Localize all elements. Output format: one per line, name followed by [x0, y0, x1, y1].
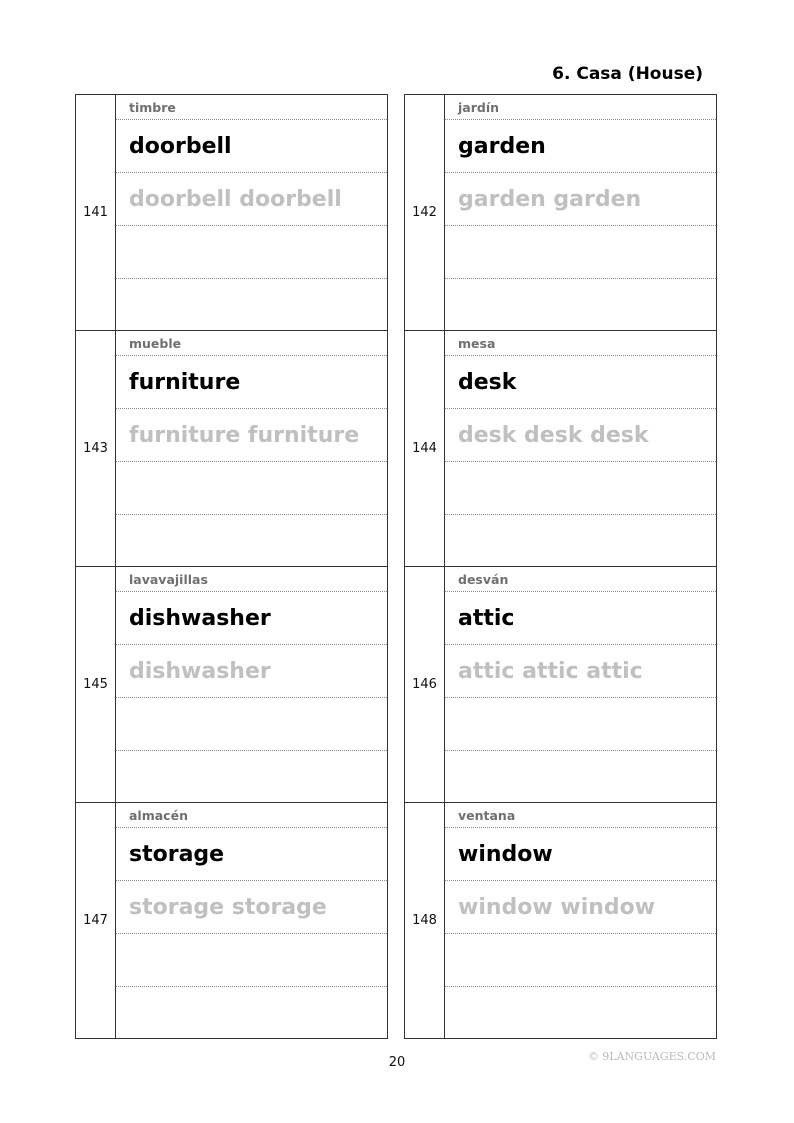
blank-practice-line: [116, 279, 387, 332]
entry-number: 148: [412, 913, 437, 928]
entry-number: 144: [412, 441, 437, 456]
vocab-card: [75, 566, 388, 802]
copyright-notice: © 9LANGUAGES.COM: [587, 1050, 716, 1063]
blank-practice-line: [445, 698, 716, 751]
english-word: storage: [116, 828, 387, 881]
trace-word: storage storage: [116, 881, 387, 934]
left-column: [75, 94, 388, 1039]
vocab-card: [404, 94, 717, 330]
blank-practice-line: [116, 698, 387, 751]
vocab-card: [404, 566, 717, 802]
spanish-word: lavavajillas: [116, 567, 387, 592]
blank-practice-line: [445, 279, 716, 332]
spanish-word: mueble: [116, 331, 387, 356]
entry-number: 142: [412, 205, 437, 220]
entry-number: 143: [83, 441, 108, 456]
number-cell: [76, 567, 116, 802]
trace-word: attic attic attic: [445, 645, 716, 698]
blank-practice-line: [445, 751, 716, 804]
vocab-card: [75, 802, 388, 1039]
english-word: attic: [445, 592, 716, 645]
blank-practice-line: [116, 226, 387, 279]
blank-practice-line: [445, 462, 716, 515]
trace-word: garden garden: [445, 173, 716, 226]
number-cell: [405, 95, 445, 330]
number-cell: [76, 803, 116, 1038]
entry-number: 141: [83, 205, 108, 220]
spanish-word: mesa: [445, 331, 716, 356]
spanish-word: desván: [445, 567, 716, 592]
english-word: dishwasher: [116, 592, 387, 645]
blank-practice-line: [116, 462, 387, 515]
spanish-word: ventana: [445, 803, 716, 828]
spanish-word: jardín: [445, 95, 716, 120]
entry-number: 147: [83, 913, 108, 928]
trace-word: window window: [445, 881, 716, 934]
vocab-card: [404, 802, 717, 1039]
right-column: [404, 94, 717, 1039]
entry-number: 145: [83, 677, 108, 692]
vocab-card: [75, 330, 388, 566]
english-word: desk: [445, 356, 716, 409]
blank-practice-line: [116, 515, 387, 568]
vocab-card: [404, 330, 717, 566]
blank-practice-line: [445, 934, 716, 987]
blank-practice-line: [116, 987, 387, 1040]
blank-practice-line: [116, 934, 387, 987]
english-word: doorbell: [116, 120, 387, 173]
blank-practice-line: [116, 751, 387, 804]
entry-number: 146: [412, 677, 437, 692]
number-cell: [76, 95, 116, 330]
spanish-word: almacén: [116, 803, 387, 828]
trace-word: desk desk desk: [445, 409, 716, 462]
trace-word: dishwasher: [116, 645, 387, 698]
number-cell: [405, 803, 445, 1038]
blank-practice-line: [445, 515, 716, 568]
trace-word: furniture furniture: [116, 409, 387, 462]
spanish-word: timbre: [116, 95, 387, 120]
english-word: window: [445, 828, 716, 881]
english-word: garden: [445, 120, 716, 173]
number-cell: [405, 567, 445, 802]
number-cell: [76, 331, 116, 566]
vocab-card: [75, 94, 388, 330]
blank-practice-line: [445, 226, 716, 279]
page-title: 6. Casa (House): [552, 64, 703, 84]
number-cell: [405, 331, 445, 566]
blank-practice-line: [445, 987, 716, 1040]
trace-word: doorbell doorbell: [116, 173, 387, 226]
page-number: 20: [388, 1055, 406, 1070]
english-word: furniture: [116, 356, 387, 409]
